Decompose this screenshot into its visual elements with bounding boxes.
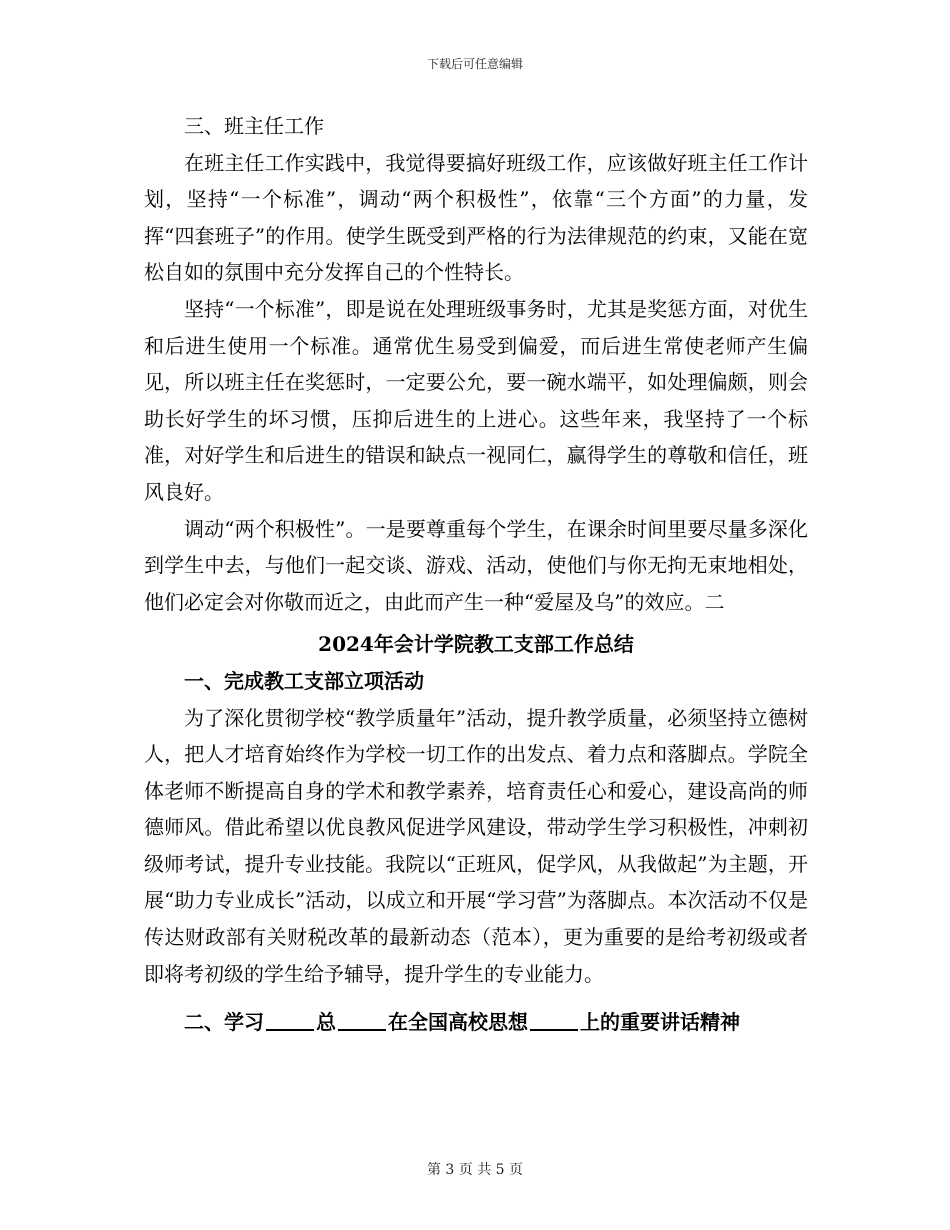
heading-part: 二、学习 [184, 1010, 264, 1035]
document-title: 2024年会计学院教工支部工作总结 [318, 632, 634, 657]
blank-underline [530, 1009, 578, 1031]
heading-part: 在全国高校思想 [388, 1010, 528, 1035]
paragraph: 为了深化贯彻学校“教学质量年”活动，提升教学质量，必须坚持立德树人，把人才培育始终作为学校一切工作的出发点、着力点和落脚点。学院全体老师不断提高自身的学术和教学素养，培育责任心和爱心，建设高尚的师德师风。借此希望以优良教风促进学风建设，带动学生学习积极性，冲刺初级师考试，提升专业技能。我院以“正班风，促学风，从我做起”为主题，开展“助力专业成长”活动，以成立和开展“学习营”为落脚点。本次活动不仅是传达财政部有关财税改革的最新动态（范本），更为重要的是给考初级或者即将考初级的学生给予辅导，提升学生的专业能力。 [144, 705, 808, 986]
section-heading-branch-activity: 一、完成教工支部立项活动 [184, 668, 424, 693]
heading-part: 上的重要讲话精神 [580, 1010, 740, 1035]
paragraph: 调动“两个积极性”。一是要尊重每个学生，在课余时间里要尽量多深化到学生中去，与他们一起交谈、游戏、活动，使他们与你无拘无束地相处，他们必定会对你敬而近之，由此而产生一种“爱屋及乌”的效应。二 [144, 516, 808, 614]
page-footer: 第 3 页 共 5 页 [426, 1162, 524, 1178]
page-header: 下载后可任意编辑 [426, 57, 523, 71]
document-body [144, 108, 808, 1041]
blank-underline [338, 1009, 386, 1031]
paragraph: 坚持“一个标准”，即是说在处理班级事务时，尤其是奖惩方面，对优生和后进生使用一个标准。通常优生易受到偏爱，而后进生常使老师产生偏见，所以班主任在奖惩时，一定要公允，要一碗水端平，如处理偏颇，则会助长好学生的坏习惯，压抑后进生的上进心。这些年来，我坚持了一个标准，对好学生和后进生的错误和缺点一视同仁，赢得学生的尊敬和信任，班风良好。 [144, 296, 808, 504]
heading-part: 总 [316, 1010, 336, 1035]
section-heading-class-teacher: 三、班主任工作 [184, 114, 324, 138]
blank-underline [266, 1009, 314, 1031]
section-heading-study-speech [144, 1004, 808, 1041]
paragraph: 在班主任工作实践中，我觉得要搞好班级工作，应该做好班主任工作计划，坚持“一个标准”，调动“两个积极性”，依靠“三个方面”的力量，发挥“四套班子”的作用。使学生既受到严格的行为法律规范的约束，又能在宽松自如的氛围中充分发挥自己的个性特长。 [144, 150, 808, 285]
